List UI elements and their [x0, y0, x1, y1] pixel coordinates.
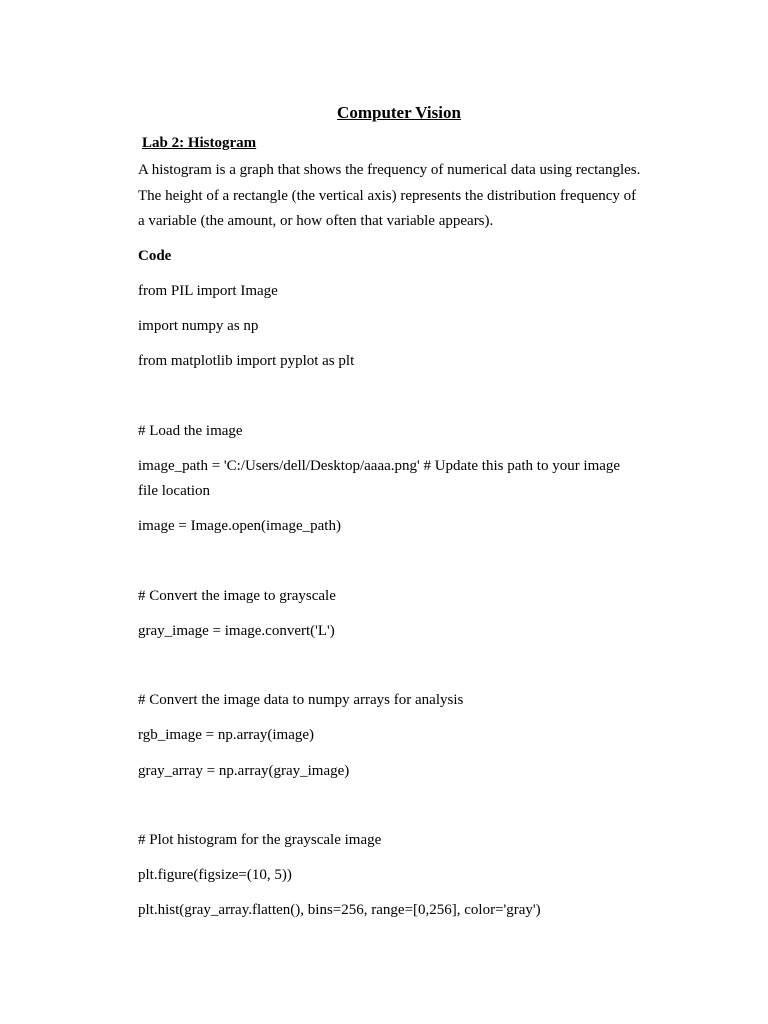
code-line: plt.figure(figsize=(10, 5)) [138, 867, 292, 883]
code-comment: # Convert the image to grayscale [138, 588, 336, 604]
code-line: gray_image = image.convert('L') [138, 623, 335, 639]
code-heading: Code [138, 248, 172, 264]
lab-heading: Lab 2: Histogram [142, 135, 257, 151]
intro-line-2: The height of a rectangle (the vertical axis) represents the distribution frequency of [138, 188, 637, 204]
code-comment: # Plot histogram for the grayscale image [138, 832, 382, 848]
code-comment: # Load the image [138, 423, 243, 439]
code-line: import numpy as np [138, 318, 259, 334]
code-line: image = Image.open(image_path) [138, 518, 341, 534]
code-line: image_path = 'C:/Users/dell/Desktop/aaaa.png' # Update this path to your image [138, 458, 621, 474]
code-line: from PIL import Image [138, 283, 278, 299]
code-line: file location [138, 483, 211, 499]
code-line: rgb_image = np.array(image) [138, 727, 315, 743]
code-line: gray_array = np.array(gray_image) [138, 763, 350, 779]
code-comment: # Convert the image data to numpy arrays for analysis [138, 692, 464, 708]
code-line: from matplotlib import pyplot as plt [138, 353, 355, 369]
document-title: Computer Vision [337, 103, 461, 122]
intro-line-3: a variable (the amount, or how often that variable appears). [138, 213, 494, 229]
intro-line-1: A histogram is a graph that shows the frequency of numerical data using rectangles. [138, 162, 641, 178]
code-line: plt.hist(gray_array.flatten(), bins=256, range=[0,256], color='gray') [138, 902, 541, 918]
